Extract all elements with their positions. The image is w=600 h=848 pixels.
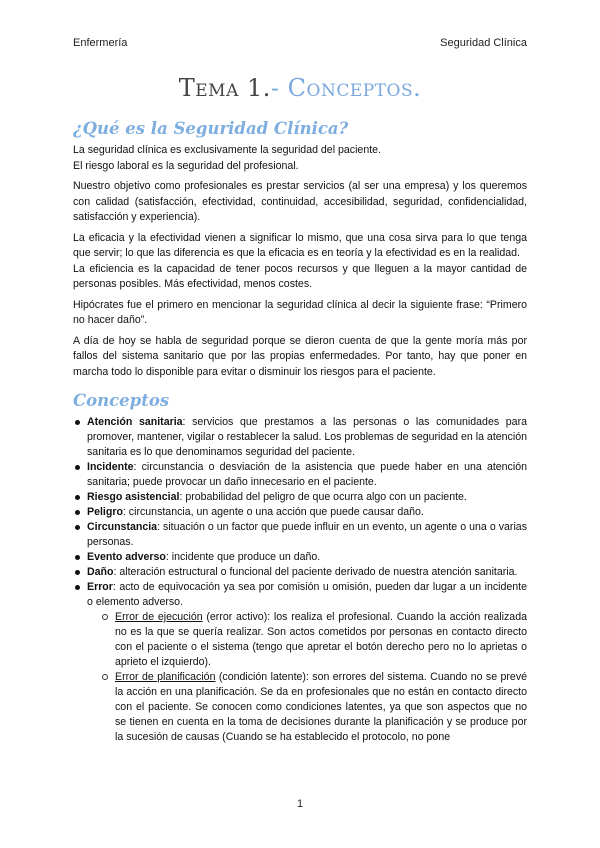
document-body: [73, 118, 527, 745]
page-title: [0, 74, 600, 102]
concept-term: Atención sanitaria: [87, 416, 183, 428]
concept-definition: : probabilidad del peligro de que ocurra algo con un paciente.: [179, 491, 467, 503]
concept-definition: : situación o un factor que puede influir en un evento, un agente o una o varias personas.: [87, 521, 527, 548]
list-item: [73, 520, 527, 550]
list-item: [73, 415, 527, 460]
title-topic: Tema 1.: [178, 74, 271, 102]
header-left: Enfermería: [73, 37, 128, 49]
section-heading-seguridad: ¿Qué es la Seguridad Clínica?: [73, 119, 349, 138]
concept-definition: : alteración estructural o funcional del paciente derivado de nuestra atención sanitaria.: [113, 566, 518, 578]
paragraph: La eficacia y la efectividad vienen a significar lo mismo, que una cosa sirva para lo que tenga que servir; lo que las diferencia es que la eficacia es en teoría y la efectividad es en la realidad.: [73, 231, 527, 259]
error-types-list: [87, 610, 527, 745]
error-type-term: Error de planificación: [115, 671, 216, 683]
concept-definition: : servicios que prestamos a las personas o las comunidades para promover, mantener, vigilar o restablecer la salud. Los problemas de seguridad en la atención sanitaria es lo que denominamos seguridad del paciente.: [87, 416, 527, 458]
paragraph: La seguridad clínica es exclusivamente la seguridad del paciente.: [73, 144, 381, 156]
error-type-term: Error de ejecución: [115, 611, 203, 623]
concept-term: Incidente: [87, 461, 134, 473]
list-item: [101, 670, 527, 745]
section-heading-conceptos: Conceptos: [73, 391, 170, 410]
concept-definition: : circunstancia, un agente o una acción que puede causar daño.: [122, 506, 424, 518]
concept-term: Daño: [87, 566, 114, 578]
paragraph: Hipócrates fue el primero en mencionar la seguridad clínica al decir la siguiente frase: “Primero no hacer daño”.: [73, 298, 527, 326]
list-item: [101, 610, 527, 670]
header-right: Seguridad Clínica: [440, 37, 527, 49]
concept-list: [73, 415, 527, 745]
paragraph: Nuestro objetivo como profesionales es prestar servicios (al ser una empresa) y los queremos con calidad (satisfacción, efectividad, continuidad, accesibilidad, seguridad, confidencialidad, satisfacción y experiencia).: [73, 180, 527, 223]
paragraph: El riesgo laboral es la seguridad del profesional.: [73, 159, 299, 172]
paragraph: A día de hoy se habla de seguridad porque se dieron cuenta de que la gente moría más por fallos del sistema sanitario que por las propias enfermedades. Por tanto, hay que poner en marcha todo lo disponible para evitar o disminuir los riesgos para el paciente.: [73, 334, 527, 378]
list-item: [73, 565, 527, 580]
concept-definition: : acto de equivocación ya sea por comisión u omisión, pueden dar lugar a un incidente o elemento adverso.: [87, 581, 527, 608]
concept-term: Riesgo asistencial: [87, 491, 180, 503]
list-item: [73, 460, 527, 490]
list-item: [73, 550, 527, 565]
error-type-definition: (condición latente): son errores del sistema. Cuando no se prevé la acción en una planificación. Se da en profesionales que no están en contacto directo con el paciente. Se conocen como condiciones latentes, ya que son aspectos que no se tienen en cuenta en la toma de decisiones durante la planificación y se produce por la sucesión de causas (Cuando se ha establecido el protocolo, no pone: [115, 671, 528, 743]
list-item: [73, 580, 527, 745]
list-item: [73, 505, 527, 520]
title-subject: - Conceptos.: [270, 74, 422, 102]
page-number: 1: [296, 798, 304, 810]
error-type-definition: (error activo): los realiza el profesional. Cuando la acción realizada no es la que se quería realizar. Son actos cometidos por personas en contacto directo con el paciente o el sistema (tengo que apretar el botón derecho pero no lo aprietas o aprieto el izquierdo).: [115, 611, 527, 668]
list-item: [73, 490, 527, 505]
concept-term: Error: [87, 581, 113, 593]
concept-term: Circunstancia: [87, 521, 158, 533]
concept-definition: : incidente que produce un daño.: [165, 551, 321, 563]
concept-term: Peligro: [87, 506, 123, 518]
paragraph: La eficiencia es la capacidad de tener pocos recursos y que lleguen a la mayor cantidad de personas posibles. Más efectividad, menos costes.: [73, 262, 527, 290]
concept-definition: : circunstancia o desviación de la asistencia que puede haber en una atención sanitaria; puede provocar un daño innecesario en el paciente.: [87, 461, 527, 488]
concept-term: Evento adverso: [87, 551, 166, 563]
